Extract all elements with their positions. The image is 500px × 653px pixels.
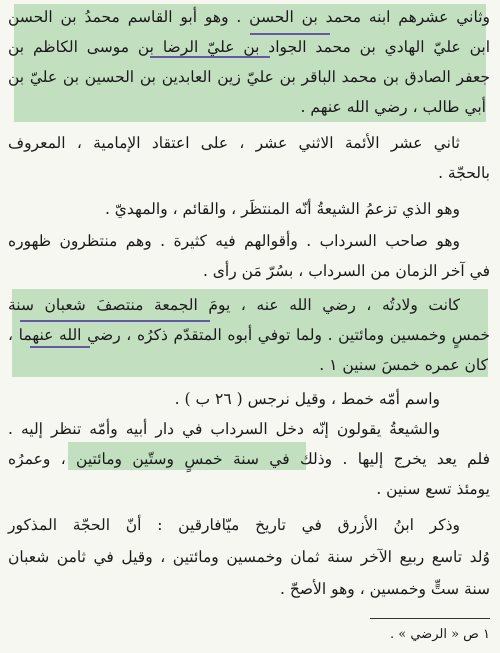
text-line: والشيعةُ يقولون إنّه دخل السرداب في دار أبيه وأمّه تنظر إليه . <box>8 420 440 438</box>
underline-mark <box>30 346 90 348</box>
text-line: أبي طالب ، رضي الله عنهم . <box>300 98 486 116</box>
footnote: ١ ص « الرضي » . <box>389 627 490 642</box>
underline-mark <box>250 33 330 35</box>
text-line: كان عمره خمسَ سنين ١ . <box>319 356 488 374</box>
underline-mark <box>20 320 210 322</box>
text-line: وُلد تاسع ربيع الآخر سنة ثمان وخمسين ومائتين ، وقيل في ثامن شعبان <box>8 548 490 566</box>
text-line: وثاني عشرهم ابنه محمد بن الحسن . وهو أبو القاسم محمدُ بن الحسن <box>8 8 490 26</box>
text-line: يومئذ تسع سنين . <box>376 480 490 498</box>
footnote-rule <box>370 618 490 619</box>
text-line: وذكر ابنُ الأزرق في تاريخ ميّافارقين : أنّ الحجّة المذكور <box>8 516 460 534</box>
text-line: واسم أمّه خمط ، وقيل نرجس ( ٢٦ ب ) . <box>174 390 440 408</box>
text-line: خمسٍ وخمسين ومائتين . ولما توفي أبوه المتقدّم ذكرُه ، رضي الله عنهما ، <box>8 326 490 344</box>
text-line: كانت ولادتُه ، رضي الله عنه ، يومَ الجمعة منتصفَ شعبان سنة <box>8 296 460 314</box>
text-line: جعفر الصادق بن محمد الباقر بن عليّ زين العابدين بن الحسين بن عليّ بن <box>8 68 490 86</box>
text-line: ابن عليّ الهادي بن محمد الجواد بن عليّ الرضا بن موسى الكاظم بن <box>8 38 490 56</box>
text-line: بالحجّة . <box>438 164 490 182</box>
text-line: وهو صاحب السرداب . وأقوالهم فيه كثيرة . وهم منتظرون ظهوره <box>8 232 460 250</box>
text-line: وهو الذي تزعمُ الشيعةُ أنّه المنتظَر ، والقائم ، والمهديّ . <box>104 200 460 218</box>
text-line: في آخر الزمان من السرداب ، بسُرّ مَن رأى . <box>202 262 490 280</box>
text-line: فلم يعد يخرج إليها . وذلك في سنة خمسٍ وستّين ومائتين ، وعمرُه <box>8 450 490 468</box>
text-line: سنة ستٍّ وخمسين ، وهو الأصحّ . <box>280 580 490 598</box>
text-line: ثاني عشر الأئمة الاثني عشر ، على اعتقاد الإمامية ، المعروف <box>8 134 460 152</box>
